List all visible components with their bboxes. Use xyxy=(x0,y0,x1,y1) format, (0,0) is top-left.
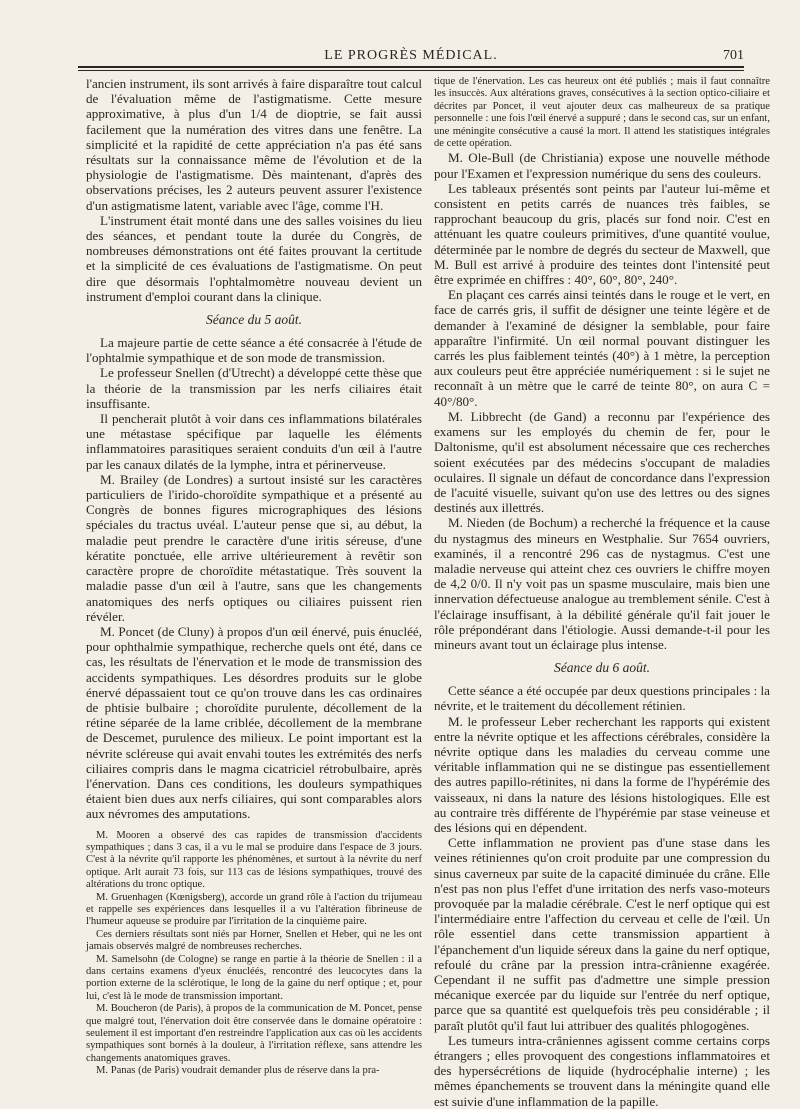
small-paragraph: tique de l'énervation. Les cas heureux ont été publiés ; mais il faut connaître les insuccès. Aux altérations graves, consécutives à la section optico-ciliaire et décrites par Poncet, il veut ajouter deux cas malheureux de sa pratique personnelle : une fois l'œil énervé a suppuré ; dans le second cas, sur un enfant, une méningite consécutive a causé la mort. Il attend les statistiques intégrales de cette opération. xyxy=(434,76,770,150)
paragraph: M. Poncet (de Cluny) à propos d'un œil énervé, puis énucléé, pour ophthalmie sympathique, recherche quels ont été, dans ce cas, les résultats de l'énervation et le mode de transmission des accidents sympathiques. Les désordres produits sur le globe énervé dépassaient tout ce qu'on trouve dans les cas ordinaires de phtisie bulbaire ; choroïdite purulente, décollement de la rétine séparée de la lame criblée, décollement de la membrane de Descemet, purulence des milieux. Le point important est la névrite scléreuse qui avait envahi toutes les extrémités des nerfs ciliaires compris dans le magma cicatriciel rétrobulbaire, après l'énervation. Dans ces conditions, les douleurs sympathiques étaient bien dues aux nerfs ciliaires, qui sont comparables alors aux névromes des amputations. xyxy=(86,623,422,822)
paragraph: L'instrument était monté dans une des salles voisines du lieu des séances, et pendant toute la durée du Congrès, de nombreuses démonstrations ont été faites prouvant la certitude et la simplicité de ces évaluations de l'astigmatisme. On peut dire que désormais l'ophtalmomètre nouveau devient un instrument d'emploi courant dans la clinique. xyxy=(86,212,422,304)
paragraph: La majeure partie de cette séance a été consacrée à l'étude de l'ophtalmie sympathique et de son mode de transmission. xyxy=(86,335,422,366)
small-paragraph: M. Panas (de Paris) voudrait demander plus de réserve dans la pra- xyxy=(96,1065,380,1077)
small-paragraph: M. Gruenhagen (Kœnigsberg), accorde un grand rôle à l'action du trijumeau et rappelle ses expériences dans lesquelles il a vu l'altération fibrineuse de l'humeur aqueuse se produire par l'irritation de la cinquième paire. xyxy=(86,891,422,928)
spacer xyxy=(86,822,422,830)
paragraph: Cette séance a été occupée par deux questions principales : la névrite, et le traitement du décollement rétinien. xyxy=(434,683,770,714)
paragraph: Le professeur Snellen (d'Utrecht) a développé cette thèse que la théorie de la transmission par les nerfs ciliaires était insuffisante. xyxy=(86,365,422,411)
header-rule-thin xyxy=(78,70,744,71)
running-title: LE PROGRÈS MÉDICAL. xyxy=(324,48,498,63)
paragraph: Les tableaux présentés sont peints par l'auteur lui-même et consistent en petits carrés de nuances très faibles, se rapprochant beaucoup du gris, placés sur fond noir. C'est en atténuant les quatre couleurs primitives, d'une quantité voulue, déterminée par le nombre de degrés du secteur de Maxwell, que M. Bull est arrivé à produire des teintes dont l'intensité peut être exprimée en chiffres : 40°, 60°, 80°, 240°. xyxy=(434,180,770,288)
paragraph: M. Nieden (de Bochum) a recherché la fréquence et la cause du nystagmus des mineurs en Westphalie. Sur 7654 ouvriers, examinés, il a rencontré 296 cas de nystagmus. C'est une maladie nerveuse qui atteint chez ces ouvriers le chiffre moyen de 4,2 0/0. Il n'y voit pas un spasme musculaire, mais bien une innervation défectueuse analogue au tremblement sénile. C'est à l'éclairage insuffisant, à la débilité générale qu'il fait jouer le rôle prépondérant dans l'étiologie. Aussi demande-t-il pour les mineurs avant tout un éclairage plus intense. xyxy=(434,515,770,652)
paragraph: M. Ole-Bull (de Christiania) expose une nouvelle méthode pour l'Examen et l'expression numérique du sens des couleurs. xyxy=(434,150,770,181)
section-heading: Séance du 5 août. xyxy=(206,312,302,328)
paragraph: Cette inflammation ne provient pas d'une stase dans les veines rétiniennes qu'on croit produite par une compression du sinus caverneux par suite de la capacité diminuée du crâne. Elle n'est pas non plus l'effet d'une irritation des nerfs vaso-moteurs provoquée par la maladie cérébrale. C'est le nerf optique qui est l'intermédiaire entre l'affection du cerveau et celle de l'œil. Un rôle essentiel dans cette transmission appartient à l'épanchement d'un liquide séreux dans la gaine du nerf optique, refoulé du crâne par la pression intra-crânienne exagérée. Cependant il ne suffit pas d'admettre une simple pression mécanique exercée par du liquide sur l'entrée du nerf optique, parce que sa quantité est quelquefois très peu considérable ; il paraît plutôt qu'il faut lui attribuer des qualités phlogogènes. xyxy=(434,835,770,1033)
paragraph: En plaçant ces carrés ainsi teintés dans le rouge et le vert, en face de carrés gris, il suffit de désigner une teinte légère et de demander à l'examiné de désigner la semblable, pour faire apparaître l'infirmité. Un œil normal pouvant distinguer les carrés les plus faiblement teintés (40°) à 1 mètre, la perception aux couleurs peut être appréciée numériquement : si le sujet ne reconnaît à un mètre que le carré de teinte 80°, on aura C = 40°/80°. xyxy=(434,287,770,409)
paragraph: Il pencherait plutôt à voir dans ces inflammations bilatérales une métastase spécifique par laquelle les éléments inflammatoires parasitiques seraient conduits d'un œil à l'autre par les canaux dilatés de la lymphe, intra et périnerveuse. xyxy=(86,411,422,472)
paragraph: Les tumeurs intra-crâniennes agissent comme certains corps étrangers ; elles provoquent des congestions inflammatoires et des hypersécrétions de liquide (hydrocéphalie interne) ; les mêmes épanchements se trouvent dans la méningite quand elle est suivie d'une inflammation de la papille. xyxy=(434,1032,770,1109)
section-heading: Séance du 6 août. xyxy=(554,660,650,676)
page-number: 701 xyxy=(723,48,744,63)
right-column xyxy=(434,76,770,1109)
small-paragraph: M. Mooren a observé des cas rapides de transmission d'accidents sympathiques ; dans 3 cas, il a vu le mal se produire dans l'espace de 3 jours. C'est à la névrite qu'il rapporte les phénomènes, et surtout à la névrite du nerf optique. Arlt aurait 73 fois, sur 113 cas de lésions sympathiques, trouvé des altérations du tronc optique. xyxy=(86,829,422,891)
paragraph: l'ancien instrument, ils sont arrivés à faire disparaître tout calcul de l'évaluation même de l'astigmatisme. Cette mesure approximative, à plus d'un 1/4 de dioptrie, se fait aussi facilement que la numération des vitres dans une fenêtre. La simplicité et la rapidité de cette appréciation n'a pas été sans résultats sur la connaissance même de l'évolution et de la physiologie de l'astigmatisme. Dès maintenant, d'après des observations précises, les 2 auteurs peuvent assurer l'existence d'un astigmatisme latent, variable avec l'âge, comme l'H. xyxy=(86,76,422,213)
small-paragraph: Ces derniers résultats sont niés par Horner, Snellen et Heber, qui ne les ont jamais observés malgré de nombreuses recherches. xyxy=(86,928,422,953)
left-column xyxy=(86,76,422,1086)
paragraph: M. Brailey (de Londres) a surtout insisté sur les caractères particuliers de l'irido-choroïdite sympathique et a présenté au Congrès de bonnes figures micrographiques des lésions spéciales du tractus uvéal. L'auteur pense que si, au début, la maladie peut prendre le caractère d'une iritis séreuse, d'une kératite ponctuée, elle arrive ultérieurement à revêtir son caractère propre de choroïdite métastatique. Très souvent la maladie passe d'un œil à l'autre, sans que les changements anatomiques des nerfs optiques ou ciliaires puissent rien révéler. xyxy=(86,471,422,624)
paragraph: M. le professeur Leber recherchant les rapports qui existent entre la névrite optique et les affections cérébrales, considère la névrite optique dans les maladies du cerveau comme une véritable inflammation qui ne se distingue pas essentiellement des autres papillo-rétinites, ni dans la forme de l'hypérémie des vaisseaux, ni dans la nature des lésions histologiques. Elle est au contraire très différente de l'hypérémie par stase veineuse et des lésions qui en dépendent. xyxy=(434,713,770,835)
paragraph: M. Libbrecht (de Gand) a reconnu par l'expérience des examens sur les employés du chemin de fer, pour le Daltonisme, qu'il est absolument nécessaire que ces recherches soient exécutées par des médecins s'occupant de maladies oculaires. Il signale un défaut de concordance dans l'expression de l'acuité visuelle, suivant qu'on use des lettres ou des signes destinés aux illettrés. xyxy=(434,408,770,516)
header-rule-thick xyxy=(78,66,744,68)
small-paragraph: M. Boucheron (de Paris), à propos de la communication de M. Poncet, pense que malgré tout, l'énervation doit être conservée dans le domaine opératoire : seulement il est important d'en restreindre l'application aux cas où les accidents sympathiques sont bornés à la douleur, à l'irritation réflexe, sans attendre les changements anatomiques graves. xyxy=(86,1003,422,1064)
small-paragraph: M. Samelsohn (de Cologne) se range en partie à la théorie de Snellen : il a dans certains examens d'yeux énucléés, rencontré des leucocytes dans la portion externe de la sclérotique, le long de la gaine du nerf optique ; et, pour lui, c'est là le mode de transmission important. xyxy=(86,953,422,1002)
